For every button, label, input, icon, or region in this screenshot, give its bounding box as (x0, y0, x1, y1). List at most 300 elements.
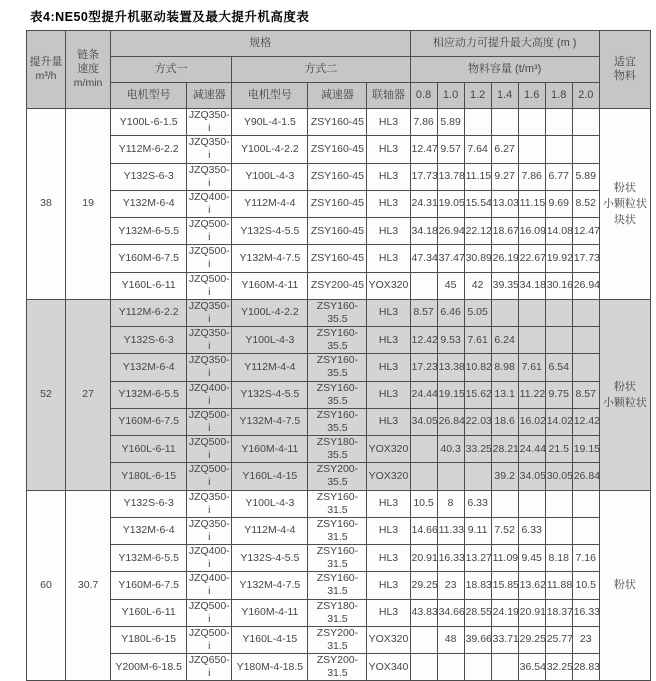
coupling-cell: YOX320 (367, 463, 410, 490)
hoist-spec-table (26, 30, 651, 681)
height-cell: 6.77 (545, 163, 572, 190)
table-row (27, 436, 651, 463)
motor2-cell: Y160M-4-11 (232, 599, 308, 626)
material-label-1: 适宜 (613, 55, 636, 68)
height-cell: 15.54 (464, 190, 491, 217)
height-cell: 10.5 (410, 490, 437, 517)
material-cell (599, 299, 650, 490)
table-row (27, 272, 651, 299)
coupling-cell: YOX340 (367, 654, 410, 681)
height-cell: 40.3 (437, 436, 464, 463)
height-cell (545, 136, 572, 163)
reducer1-cell: JZQ500-i (187, 408, 232, 435)
motor2-cell: Y100L-4-2.2 (232, 299, 308, 326)
height-cell: 11.09 (491, 545, 518, 572)
motor1-cell: Y132M-6-4 (111, 190, 187, 217)
height-cell: 7.61 (464, 327, 491, 354)
height-cell: 11.15 (464, 163, 491, 190)
reducer2-cell: ZSY160-45 (308, 163, 367, 190)
reducer1-cell: JZQ350-i (187, 136, 232, 163)
reducer2-cell: ZSY180-35.5 (308, 436, 367, 463)
reducer2-cell: ZSY160-35.5 (308, 381, 367, 408)
reducer1-cell: JZQ400-i (187, 190, 232, 217)
header-row-2 (27, 57, 651, 83)
height-cell: 6.33 (518, 517, 545, 544)
height-cell (545, 109, 572, 136)
coupling-cell: HL3 (367, 136, 410, 163)
height-cell: 30.05 (545, 463, 572, 490)
height-cell: 34.66 (437, 599, 464, 626)
header-density-1.0: 1.0 (437, 83, 464, 109)
height-cell: 30.16 (545, 272, 572, 299)
height-cell: 15.85 (491, 572, 518, 599)
height-cell: 10.82 (464, 354, 491, 381)
reducer1-cell: JZQ350-i (187, 327, 232, 354)
table-row (27, 545, 651, 572)
reducer2-cell: ZSY160-35.5 (308, 408, 367, 435)
reducer2-cell: ZSY160-31.5 (308, 572, 367, 599)
height-cell: 12.47 (572, 218, 599, 245)
reducer2-cell: ZSY200-35.5 (308, 463, 367, 490)
reducer2-cell: ZSY160-35.5 (308, 327, 367, 354)
header-density-1.4: 1.4 (491, 83, 518, 109)
height-cell: 8.18 (545, 545, 572, 572)
coupling-cell: HL3 (367, 490, 410, 517)
reducer2-cell: ZSY160-31.5 (308, 545, 367, 572)
motor2-cell: Y112M-4-4 (232, 354, 308, 381)
coupling-cell: HL3 (367, 545, 410, 572)
height-cell: 24.44 (518, 436, 545, 463)
motor2-cell: Y112M-4-4 (232, 190, 308, 217)
table-row (27, 572, 651, 599)
height-cell: 6.54 (545, 354, 572, 381)
header-max-height: 相应动力可提升最大高度 (m ) (410, 31, 599, 57)
motor2-cell: Y100L-4-3 (232, 327, 308, 354)
header-method1: 方式一 (111, 57, 232, 83)
height-cell (545, 517, 572, 544)
height-cell: 23 (572, 626, 599, 653)
height-cell (518, 136, 545, 163)
header-density-2.0: 2.0 (572, 83, 599, 109)
reducer1-cell: JZQ350-i (187, 163, 232, 190)
reducer2-cell: ZSY160-31.5 (308, 517, 367, 544)
reducer1-cell: JZQ400-i (187, 545, 232, 572)
height-cell: 16.02 (518, 408, 545, 435)
table-row (27, 245, 651, 272)
reducer2-cell: ZSY160-45 (308, 136, 367, 163)
motor1-cell: Y160M-6-7.5 (111, 245, 187, 272)
coupling-cell: HL3 (367, 299, 410, 326)
motor1-cell: Y160M-6-7.5 (111, 408, 187, 435)
height-cell (491, 109, 518, 136)
motor2-cell: Y132S-4-5.5 (232, 381, 308, 408)
height-cell: 33.71 (491, 626, 518, 653)
header-capacity (27, 31, 66, 109)
height-cell: 12.47 (410, 136, 437, 163)
height-cell: 13.03 (491, 190, 518, 217)
height-cell: 9.57 (437, 136, 464, 163)
height-cell: 45 (437, 272, 464, 299)
header-reducer2: 减速器 (308, 83, 367, 109)
coupling-cell: HL3 (367, 109, 410, 136)
height-cell: 39.2 (491, 463, 518, 490)
table-row (27, 408, 651, 435)
height-cell: 14.02 (545, 408, 572, 435)
coupling-cell: HL3 (367, 245, 410, 272)
height-cell: 39.66 (464, 626, 491, 653)
height-cell: 7.64 (464, 136, 491, 163)
header-density: 物料容量 (t/m³) (410, 57, 599, 83)
coupling-cell: YOX320 (367, 272, 410, 299)
reducer2-cell: ZSY200-45 (308, 272, 367, 299)
table-row (27, 463, 651, 490)
height-cell: 28.21 (491, 436, 518, 463)
reducer1-cell: JZQ500-i (187, 599, 232, 626)
motor1-cell: Y160L-6-11 (111, 272, 187, 299)
height-cell (410, 272, 437, 299)
material-cell (599, 109, 650, 300)
reducer1-cell: JZQ350-i (187, 109, 232, 136)
height-cell (545, 327, 572, 354)
height-cell: 12.42 (572, 408, 599, 435)
height-cell: 6.33 (464, 490, 491, 517)
height-cell: 24.44 (410, 381, 437, 408)
height-cell: 8 (437, 490, 464, 517)
height-cell: 43.83 (410, 599, 437, 626)
coupling-cell: HL3 (367, 327, 410, 354)
height-cell: 39.35 (491, 272, 518, 299)
motor2-cell: Y132M-4-7.5 (232, 572, 308, 599)
height-cell (545, 490, 572, 517)
height-cell: 29.25 (518, 626, 545, 653)
height-cell: 36.54 (518, 654, 545, 681)
height-cell (491, 490, 518, 517)
height-cell (464, 109, 491, 136)
height-cell: 21.5 (545, 436, 572, 463)
reducer2-cell: ZSY160-45 (308, 190, 367, 217)
header-method2: 方式二 (232, 57, 410, 83)
motor1-cell: Y160L-6-11 (111, 436, 187, 463)
material-line: 块状 (613, 213, 636, 226)
reducer2-cell: ZSY160-35.5 (308, 299, 367, 326)
height-cell: 32.25 (545, 654, 572, 681)
height-cell: 26.84 (437, 408, 464, 435)
capacity-cell: 52 (27, 299, 66, 490)
coupling-cell: HL3 (367, 381, 410, 408)
reducer1-cell: JZQ350-i (187, 299, 232, 326)
height-cell (491, 299, 518, 326)
height-cell: 13.1 (491, 381, 518, 408)
height-cell: 8.52 (572, 190, 599, 217)
height-cell: 29.25 (410, 572, 437, 599)
table-row (27, 218, 651, 245)
table-row (27, 381, 651, 408)
motor1-cell: Y180L-6-15 (111, 626, 187, 653)
header-density-1.2: 1.2 (464, 83, 491, 109)
table-row (27, 490, 651, 517)
motor2-cell: Y100L-4-2.2 (232, 136, 308, 163)
height-cell: 13.27 (464, 545, 491, 572)
height-cell: 17.73 (572, 245, 599, 272)
header-motor2: 电机型号 (232, 83, 308, 109)
chain-speed-cell: 27 (66, 299, 111, 490)
material-line: 小颗粒状 (602, 396, 647, 409)
table-row (27, 599, 651, 626)
height-cell: 7.52 (491, 517, 518, 544)
coupling-cell: YOX320 (367, 626, 410, 653)
height-cell: 25.77 (545, 626, 572, 653)
reducer1-cell: JZQ500-i (187, 626, 232, 653)
height-cell: 47.34 (410, 245, 437, 272)
height-cell: 26.19 (491, 245, 518, 272)
height-cell: 19.92 (545, 245, 572, 272)
table-row (27, 654, 651, 681)
height-cell (572, 109, 599, 136)
height-cell: 19.05 (437, 190, 464, 217)
height-cell (518, 490, 545, 517)
reducer1-cell: JZQ500-i (187, 272, 232, 299)
table-row (27, 517, 651, 544)
height-cell: 20.91 (410, 545, 437, 572)
table-row (27, 190, 651, 217)
reducer2-cell: ZSY200-31.5 (308, 654, 367, 681)
height-cell: 23 (437, 572, 464, 599)
motor2-cell: Y132M-4-7.5 (232, 245, 308, 272)
motor1-cell: Y132S-6-3 (111, 327, 187, 354)
height-cell: 22.03 (464, 408, 491, 435)
header-density-0.8: 0.8 (410, 83, 437, 109)
motor1-cell: Y112M-6-2.2 (111, 299, 187, 326)
height-cell: 18.83 (464, 572, 491, 599)
chain-speed-cell: 19 (66, 109, 111, 300)
height-cell: 19.15 (437, 381, 464, 408)
reducer1-cell: JZQ650-i (187, 654, 232, 681)
height-cell: 11.33 (437, 517, 464, 544)
reducer1-cell: JZQ500-i (187, 218, 232, 245)
height-cell: 34.05 (518, 463, 545, 490)
height-cell: 7.86 (410, 109, 437, 136)
header-spec: 规格 (111, 31, 410, 57)
height-cell: 19.15 (572, 436, 599, 463)
height-cell: 14.66 (410, 517, 437, 544)
header-coupling: 联轴器 (367, 83, 410, 109)
height-cell: 17.23 (410, 354, 437, 381)
height-cell: 5.89 (572, 163, 599, 190)
motor2-cell: Y160M-4-11 (232, 436, 308, 463)
height-cell (518, 109, 545, 136)
height-cell (572, 299, 599, 326)
height-cell: 33.25 (464, 436, 491, 463)
height-cell (545, 299, 572, 326)
table-header (27, 31, 651, 109)
height-cell: 6.27 (491, 136, 518, 163)
reducer2-cell: ZSY160-35.5 (308, 354, 367, 381)
coupling-cell: HL3 (367, 354, 410, 381)
height-cell (572, 327, 599, 354)
material-line: 粉状 (613, 181, 636, 194)
motor1-cell: Y200M-6-18.5 (111, 654, 187, 681)
coupling-cell: HL3 (367, 572, 410, 599)
height-cell (572, 354, 599, 381)
reducer1-cell: JZQ400-i (187, 381, 232, 408)
reducer2-cell: ZSY160-45 (308, 245, 367, 272)
table-body (27, 109, 651, 681)
motor1-cell: Y112M-6-2.2 (111, 136, 187, 163)
height-cell: 28.83 (572, 654, 599, 681)
capacity-cell: 38 (27, 109, 66, 300)
height-cell: 9.27 (491, 163, 518, 190)
height-cell: 16.33 (572, 599, 599, 626)
reducer1-cell: JZQ500-i (187, 245, 232, 272)
material-line: 粉状 (613, 579, 636, 592)
height-cell: 34.05 (410, 408, 437, 435)
height-cell: 6.46 (437, 299, 464, 326)
coupling-cell: HL3 (367, 599, 410, 626)
height-cell (437, 654, 464, 681)
height-cell: 30.89 (464, 245, 491, 272)
coupling-cell: HL3 (367, 190, 410, 217)
height-cell: 7.16 (572, 545, 599, 572)
capacity-unit: m³/h (35, 69, 57, 82)
height-cell: 34.18 (410, 218, 437, 245)
height-cell: 16.33 (437, 545, 464, 572)
height-cell: 48 (437, 626, 464, 653)
height-cell: 11.22 (518, 381, 545, 408)
material-line: 小颗粒状 (602, 197, 647, 210)
height-cell: 5.89 (437, 109, 464, 136)
motor2-cell: Y90L-4-1.5 (232, 109, 308, 136)
coupling-cell: YOX320 (367, 436, 410, 463)
height-cell: 8.98 (491, 354, 518, 381)
height-cell (410, 436, 437, 463)
header-row-3 (27, 83, 651, 109)
height-cell: 18.37 (545, 599, 572, 626)
motor2-cell: Y100L-4-3 (232, 163, 308, 190)
height-cell: 24.31 (410, 190, 437, 217)
height-cell (410, 626, 437, 653)
motor2-cell: Y100L-4-3 (232, 490, 308, 517)
height-cell: 13.38 (437, 354, 464, 381)
height-cell: 26.84 (572, 463, 599, 490)
page-title: 表4:NE50型提升机驱动装置及最大提升机高度表 (30, 10, 310, 24)
motor1-cell: Y132M-6-4 (111, 517, 187, 544)
motor1-cell: Y180L-6-15 (111, 463, 187, 490)
motor2-cell: Y112M-4-4 (232, 517, 308, 544)
height-cell: 9.45 (518, 545, 545, 572)
capacity-label: 提升量 (29, 56, 63, 69)
reducer2-cell: ZSY160-45 (308, 109, 367, 136)
reducer2-cell: ZSY160-31.5 (308, 490, 367, 517)
motor1-cell: Y132S-6-3 (111, 163, 187, 190)
height-cell: 26.94 (572, 272, 599, 299)
height-cell: 16.09 (518, 218, 545, 245)
chain-speed-cell: 30.7 (66, 490, 111, 681)
height-cell: 17.73 (410, 163, 437, 190)
height-cell: 7.86 (518, 163, 545, 190)
coupling-cell: HL3 (367, 163, 410, 190)
height-cell: 9.69 (545, 190, 572, 217)
height-cell: 11.15 (518, 190, 545, 217)
height-cell (572, 490, 599, 517)
motor1-cell: Y160M-6-7.5 (111, 572, 187, 599)
reducer1-cell: JZQ400-i (187, 572, 232, 599)
motor1-cell: Y132M-6-4 (111, 354, 187, 381)
table-row (27, 163, 651, 190)
table-row (27, 626, 651, 653)
height-cell: 11.88 (545, 572, 572, 599)
height-cell (410, 654, 437, 681)
height-cell: 37.47 (437, 245, 464, 272)
height-cell (518, 299, 545, 326)
height-cell: 20.91 (518, 599, 545, 626)
coupling-cell: HL3 (367, 408, 410, 435)
height-cell (518, 327, 545, 354)
height-cell: 14.08 (545, 218, 572, 245)
motor1-cell: Y132M-6-5.5 (111, 545, 187, 572)
height-cell (572, 517, 599, 544)
height-cell: 24.19 (491, 599, 518, 626)
height-cell: 18.6 (491, 408, 518, 435)
chain-speed-label-2: 速度 (77, 62, 100, 75)
header-motor1: 电机型号 (111, 83, 187, 109)
motor2-cell: Y132S-4-5.5 (232, 545, 308, 572)
height-cell: 12.42 (410, 327, 437, 354)
material-line: 粉状 (613, 380, 636, 393)
table-row (27, 299, 651, 326)
height-cell: 7.61 (518, 354, 545, 381)
height-cell: 9.11 (464, 517, 491, 544)
chain-speed-unit: m/min (73, 76, 103, 89)
table-row (27, 327, 651, 354)
material-cell (599, 490, 650, 681)
height-cell: 6.24 (491, 327, 518, 354)
height-cell: 9.75 (545, 381, 572, 408)
height-cell: 9.53 (437, 327, 464, 354)
table-row (27, 109, 651, 136)
motor2-cell: Y180M-4-18.5 (232, 654, 308, 681)
height-cell: 26.94 (437, 218, 464, 245)
chain-speed-label-1: 链条 (77, 49, 100, 62)
height-cell (491, 654, 518, 681)
capacity-cell: 60 (27, 490, 66, 681)
height-cell: 28.55 (464, 599, 491, 626)
height-cell: 13.62 (518, 572, 545, 599)
header-chain-speed (66, 31, 111, 109)
coupling-cell: HL3 (367, 517, 410, 544)
motor1-cell: Y160L-6-11 (111, 599, 187, 626)
reducer1-cell: JZQ500-i (187, 463, 232, 490)
height-cell: 8.57 (572, 381, 599, 408)
coupling-cell: HL3 (367, 218, 410, 245)
header-reducer1: 减速器 (187, 83, 232, 109)
reducer1-cell: JZQ500-i (187, 436, 232, 463)
motor1-cell: Y132M-6-5.5 (111, 218, 187, 245)
height-cell: 22.67 (518, 245, 545, 272)
reducer2-cell: ZSY180-31.5 (308, 599, 367, 626)
table-row (27, 136, 651, 163)
reducer2-cell: ZSY200-31.5 (308, 626, 367, 653)
motor1-cell: Y132S-6-3 (111, 490, 187, 517)
height-cell: 18.67 (491, 218, 518, 245)
height-cell (464, 463, 491, 490)
height-cell: 42 (464, 272, 491, 299)
reducer1-cell: JZQ350-i (187, 354, 232, 381)
reducer1-cell: JZQ350-i (187, 490, 232, 517)
height-cell: 34.18 (518, 272, 545, 299)
motor1-cell: Y100L-6-1.5 (111, 109, 187, 136)
motor2-cell: Y132S-4-5.5 (232, 218, 308, 245)
height-cell: 5.05 (464, 299, 491, 326)
